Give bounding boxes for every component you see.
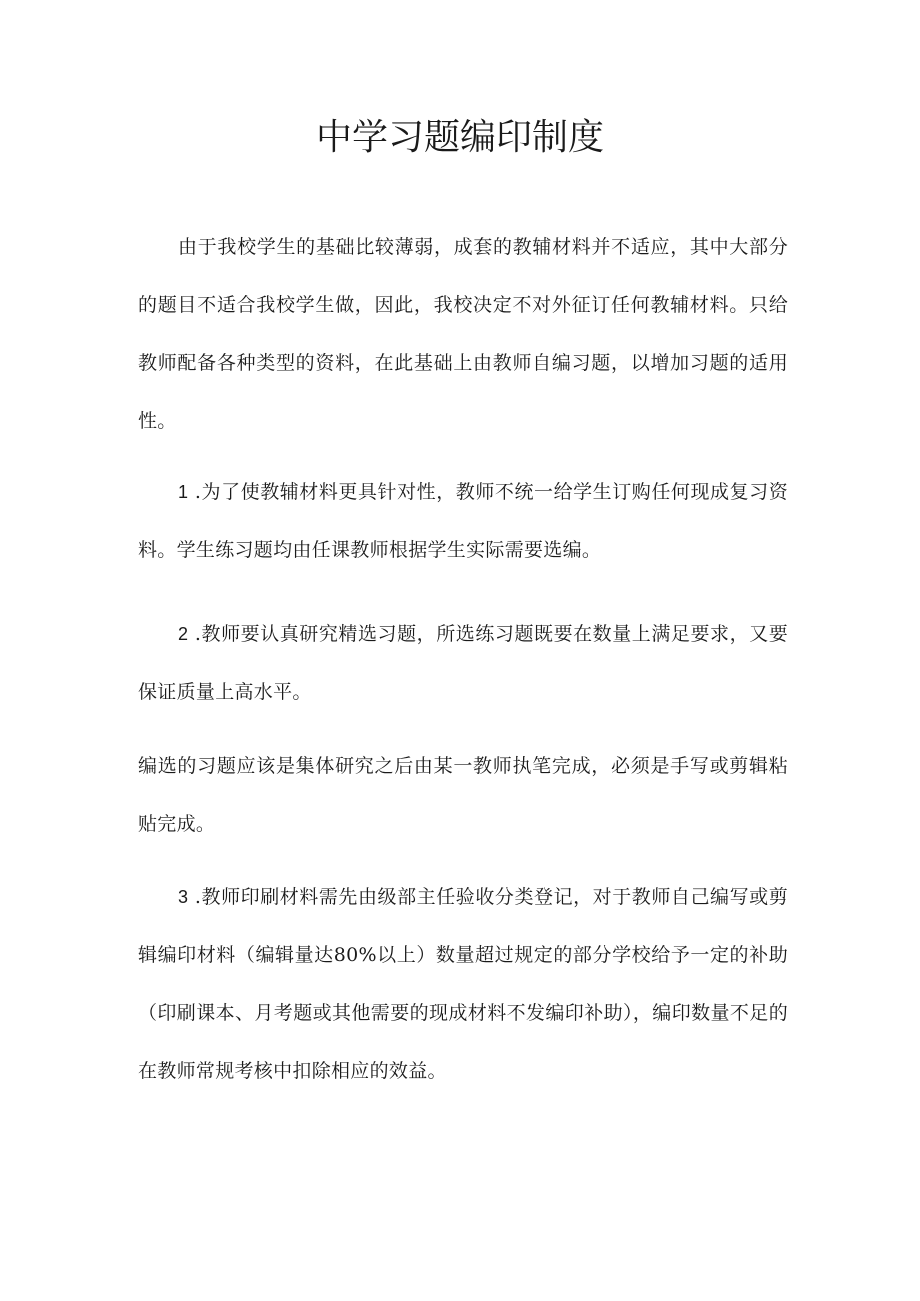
rule-text: .为了使教辅材料更具针对性，教师不统一给学生订购任何现成复习资料。学生练习题均由任课教师根据学生实际需要选编。	[138, 481, 789, 561]
rule-item-3	[138, 868, 788, 1100]
note-paragraph: 编选的习题应该是集体研究之后由某一教师执笔完成，必须是手写或剪辑粘贴完成。	[138, 755, 788, 835]
rule-text: .教师印刷材料需先由级部主任验收分类登记，对于教师自己编写或剪辑编印材料（编辑量达80%以上）数量超过规定的部分学校给予一定的补助（印刷课本、月考题或其他需要的现成材料不发编印补助），编印数量不足的在教师常规考核中扣除相应的效益。	[138, 886, 789, 1082]
document-title: 中学习题编印制度	[315, 117, 604, 158]
rule-item-2	[138, 605, 788, 721]
rule-number: 2	[178, 624, 189, 644]
rule-text: .教师要认真研究精选习题，所选练习题既要在数量上满足要求，又要保证质量上高水平。	[138, 623, 789, 703]
rule-number: 3	[178, 887, 189, 907]
intro-paragraph: 由于我校学生的基础比较薄弱，成套的教辅材料并不适应，其中大部分的题目不适合我校学生做，因此，我校决定不对外征订任何教辅材料。只给教师配备各种类型的资料，在此基础上由教师自编习题，以增加习题的适用性。	[138, 236, 788, 432]
rule-number: 1	[178, 482, 189, 502]
rule-item-1	[138, 463, 788, 579]
